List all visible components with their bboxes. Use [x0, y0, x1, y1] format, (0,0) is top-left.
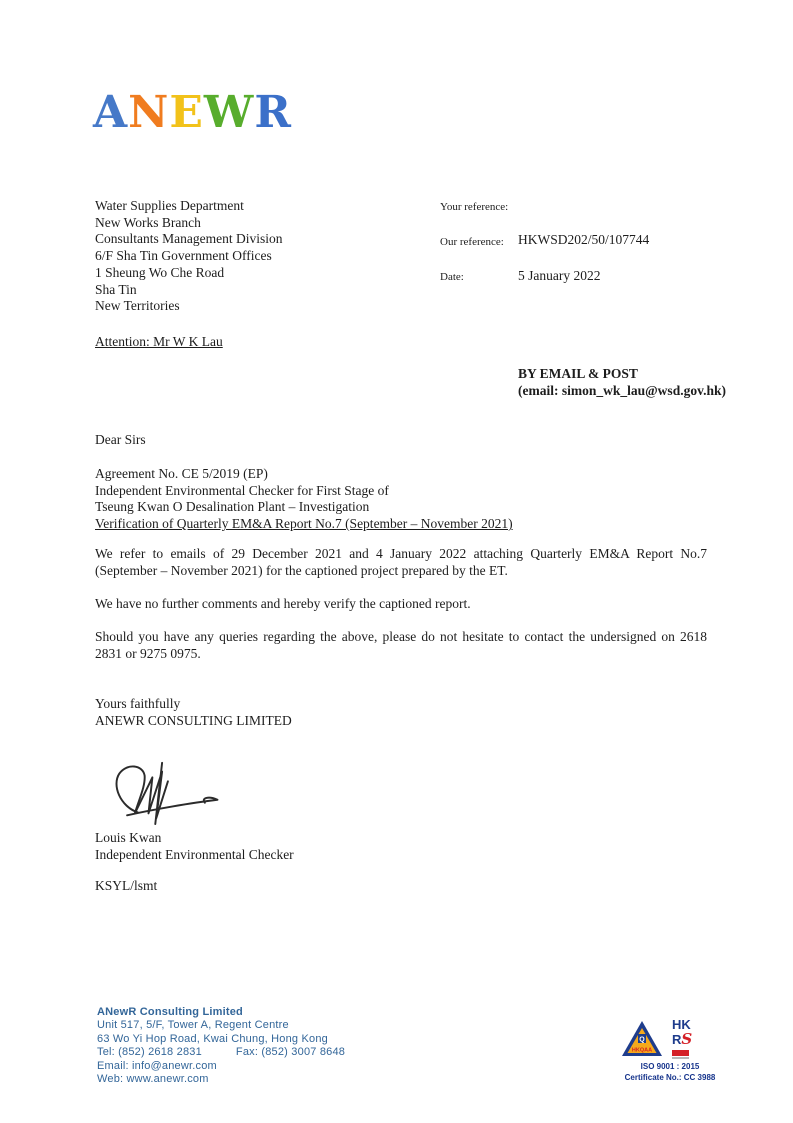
delivery-email: (email: simon_wk_lau@wsd.gov.hk) — [518, 382, 726, 398]
subject-line: Independent Environmental Checker for First Stage of — [95, 482, 389, 498]
hkqaa-q-glyph: Q — [639, 1036, 645, 1044]
address-line: 6/F Sha Tin Government Offices — [95, 248, 272, 264]
signatory-block — [95, 830, 294, 863]
footer-email: Email: info@anewr.com — [97, 1059, 217, 1072]
logo-letter-e: E — [169, 87, 204, 138]
our-reference-label: Our reference: — [440, 236, 504, 248]
company-logo — [93, 87, 292, 138]
signature — [106, 758, 224, 826]
certificate-number-line: Certificate No.: CC 3988 — [624, 1073, 716, 1082]
address-line: 1 Sheung Wo Che Road — [95, 264, 225, 280]
salutation: Dear Sirs — [95, 432, 146, 447]
body-paragraph: We have no further comments and hereby verify the captioned report. — [95, 596, 471, 611]
footer-company-name: ANewR Consulting Limited — [97, 1006, 243, 1018]
subject-line-underlined: Verification of Quarterly EM&A Report No.7 (September – November 2021) — [95, 516, 513, 532]
address-line: Water Supplies Department — [95, 198, 244, 213]
hkqaa-label: HKQAA — [631, 1047, 653, 1054]
closing-valediction: Yours faithfully — [95, 696, 181, 711]
hkrs-logo — [672, 1019, 692, 1059]
date-value: 5 January 2022 — [518, 268, 601, 283]
footer-tel: Tel: (852) 2618 2831 — [97, 1046, 202, 1059]
address-line: New Works Branch — [95, 214, 201, 230]
hkrs-hk-text: HK — [672, 1017, 691, 1032]
logo-letter-w: W — [203, 87, 255, 138]
address-line: New Territories — [95, 298, 180, 314]
delivery-method: BY EMAIL & POST — [518, 366, 638, 381]
logo-letter-a: A — [93, 87, 129, 138]
footer-address-line-1: Unit 517, 5/F, Tower A, Regent Centre — [97, 1019, 289, 1032]
footer-address-line-2: 63 Wo Yi Hop Road, Kwai Chung, Hong Kong — [97, 1032, 328, 1045]
signatory-name: Louis Kwan — [95, 830, 162, 845]
logo-letter-n: N — [128, 87, 170, 138]
subject-line: Agreement No. CE 5/2019 (EP) — [95, 466, 268, 481]
footer-web: Web: www.anewr.com — [97, 1073, 209, 1086]
our-reference-value: HKWSD202/50/107744 — [518, 232, 650, 247]
footer — [97, 1006, 345, 1086]
recipient-address — [95, 198, 282, 315]
footer-phone-line — [97, 1046, 345, 1059]
subject-line: Tseung Kwan O Desalination Plant – Investigation — [95, 499, 370, 515]
typist-initials: KSYL/lsmt — [95, 878, 158, 893]
hkrs-r-text: R — [672, 1032, 682, 1047]
subject-block — [95, 466, 513, 533]
delivery-method-block — [518, 366, 726, 399]
signatory-title: Independent Environmental Checker — [95, 846, 294, 862]
closing-block — [95, 696, 292, 729]
hkqaa-logo — [621, 1020, 663, 1058]
certification-text — [605, 1061, 735, 1083]
address-line: Consultants Management Division — [95, 231, 283, 247]
hkrs-s-text: S — [681, 1030, 693, 1048]
hkrs-gray-line — [672, 1057, 689, 1059]
body-paragraph: We refer to emails of 29 December 2021 and 4 January 2022 attaching Quarterly EM&A Report No.7 (September – November 2021) for the captioned project prepared by the ET. — [95, 546, 707, 578]
body-paragraph: Should you have any queries regarding the above, please do not hesitate to contact the undersigned on 2618 2831 or 9275 0975. — [95, 629, 707, 661]
logo-letter-r: R — [254, 87, 292, 138]
your-reference-label: Your reference: — [440, 201, 509, 213]
address-line: Sha Tin — [95, 281, 137, 297]
footer-fax: Fax: (852) 3007 8648 — [235, 1046, 346, 1059]
hkrs-red-badge — [672, 1050, 689, 1056]
iso-line: ISO 9001 : 2015 — [640, 1062, 700, 1071]
attention-line: Attention: Mr W K Lau — [95, 334, 223, 349]
date-label: Date: — [440, 271, 464, 283]
closing-company: ANEWR CONSULTING LIMITED — [95, 712, 292, 728]
